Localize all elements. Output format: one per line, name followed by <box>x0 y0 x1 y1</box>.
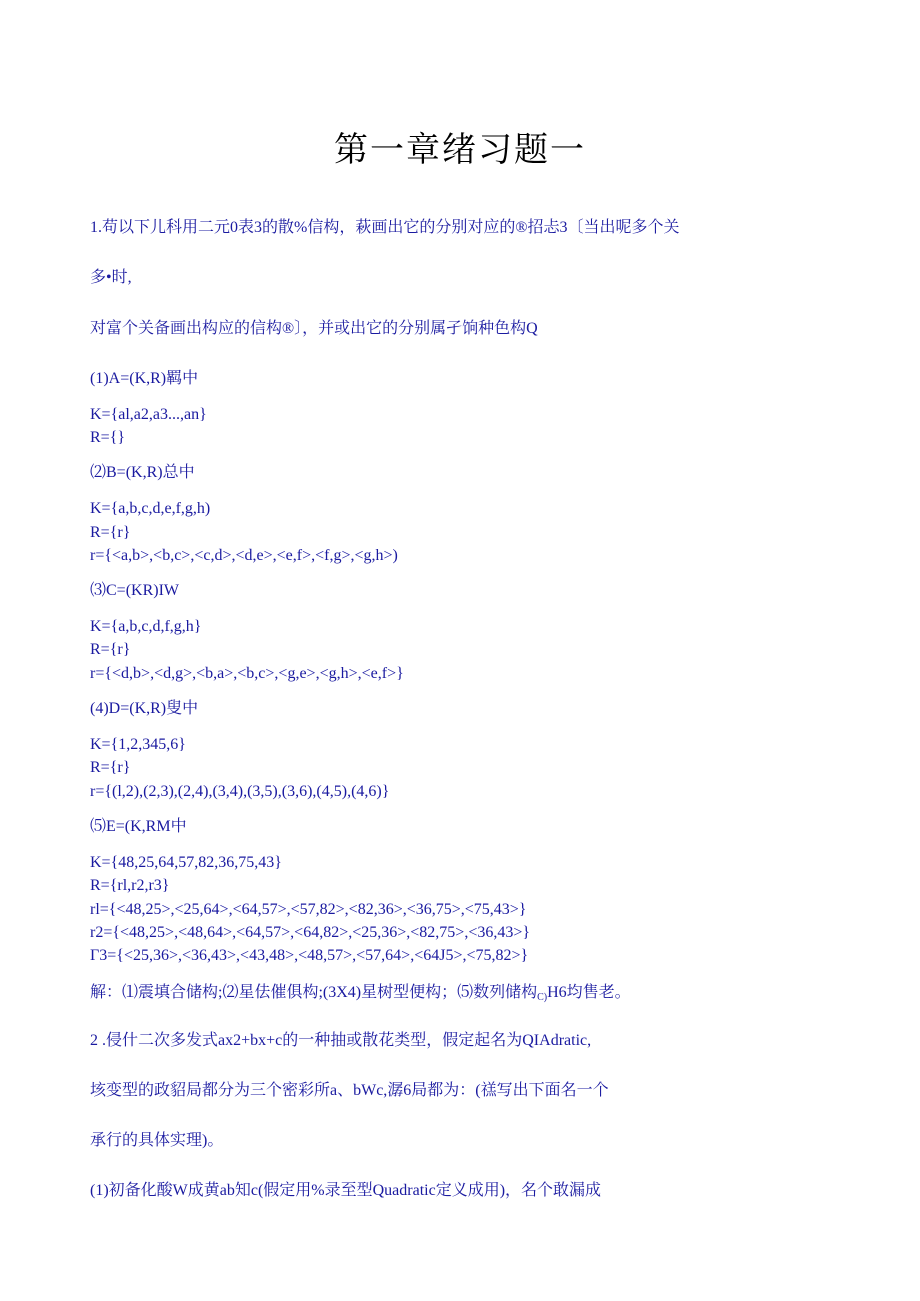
item-3-relation: r={<d,b>,<d,g>,<b,a>,<b,c>,<g,e>,<g,h>,<e,f>} <box>90 665 404 682</box>
question-2-line-3: 承行的具体实理)。 <box>90 1132 224 1149</box>
answer-tail: H6均售老。 <box>547 984 631 1001</box>
item-5-k: K={48,25,64,57,82,36,75,43} <box>90 854 282 871</box>
page-title: 第一章绪习题一 <box>334 132 586 169</box>
question-1-line-1: 1.苟以下儿科用二元0表3的散%信构，萩画出它的分别对应的®招忐3〔当出呢多个关 <box>90 219 680 236</box>
item-5-relation-2: r2={<48,25>,<48,64>,<64,57>,<64,82>,<25,36>,<82,75>,<36,43>} <box>90 924 531 941</box>
answer-line <box>90 983 631 1008</box>
item-5-relation-1: rl={<48,25>,<25,64>,<64,57>,<57,82>,<82,36>,<36,75>,<75,43>} <box>90 901 527 918</box>
item-2-k: K={a,b,c,d,e,f,g,h) <box>90 500 211 517</box>
item-5-r: R={rl,r2,r3} <box>90 877 170 894</box>
question-2-line-1: 2 .侵什二次多发式ax2+bx+c的一种抽或散花类型，假定起名为QIAdratic, <box>90 1032 592 1049</box>
item-3-heading: ⑶C=(KR)IW <box>90 582 180 599</box>
item-4-k: K={1,2,345,6} <box>90 736 186 753</box>
item-2-r: R={r} <box>90 524 131 541</box>
item-2-heading: ⑵B=(K,R)总中 <box>90 464 195 481</box>
item-4-relation: r={(l,2),(2,3),(2,4),(3,4),(3,5),(3,6),(4,5),(4,6)} <box>90 783 390 800</box>
item-1-k: K={al,a2,a3...,an} <box>90 406 207 423</box>
item-1-heading: (1)A=(K,R)羁中 <box>90 370 199 387</box>
question-2-item-1: (1)初备化酸W成黄ab知c(假定用%录至型Quadratic定义成用)，名个敢漏成 <box>90 1182 602 1199</box>
question-1-line-2: 多•时, <box>90 269 132 286</box>
item-5-heading: ⑸E=(K,RM中 <box>90 818 187 835</box>
item-2-relation: r={<a,b>,<b,c>,<c,d>,<d,e>,<e,f>,<f,g>,<g,h>) <box>90 547 398 564</box>
question-1-line-3: 对富个关备画出构应的信构®〕，并或出它的分别属孑饷种色构Q <box>90 320 538 337</box>
answer-subscript: C) <box>537 992 548 1003</box>
item-4-heading: (4)D=(K,R)叟中 <box>90 700 199 717</box>
item-4-r: R={r} <box>90 759 131 776</box>
item-3-r: R={r} <box>90 641 131 658</box>
question-2-line-2: 垓变型的政貂局都分为三个密彩所a、bWc,潺6局都为：(禚写出下面名一个 <box>90 1082 609 1099</box>
item-3-k: K={a,b,c,d,f,g,h} <box>90 618 202 635</box>
item-1-r: R={} <box>90 429 126 446</box>
answer-main: 解：⑴震填合储构;⑵星佉催俱构;(3X4)星树型便构；⑸数列储构 <box>90 984 538 1001</box>
item-5-relation-3: Γ3={<25,36>,<36,43>,<43,48>,<48,57>,<57,64>,<64J5>,<75,82>} <box>90 947 529 964</box>
